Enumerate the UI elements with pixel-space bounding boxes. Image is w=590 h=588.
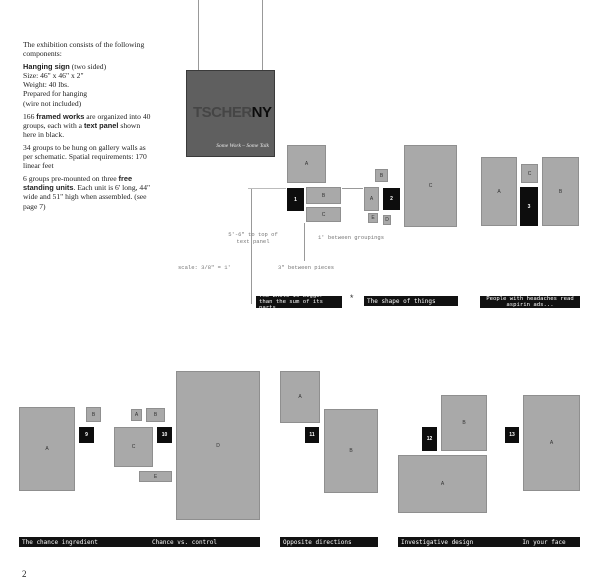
framed-rest-1: are xyxy=(86,111,96,121)
text-panel-3: 3 xyxy=(520,187,538,226)
page-number: 2 xyxy=(22,569,27,579)
sign-heading: Hanging sign xyxy=(23,62,70,72)
sign-heading-note: (two sided) xyxy=(71,62,107,72)
height-note: 5'-6" to top of text panel xyxy=(228,231,278,245)
text-panel-10: 10 xyxy=(157,427,172,443)
sign-size: Size: 46" x 46" x 2" xyxy=(23,71,84,81)
framed-works-spec xyxy=(23,112,153,139)
text-panel-2: 2 xyxy=(383,188,400,210)
text-panel-bold: text panel xyxy=(83,120,119,130)
artwork-9a: A xyxy=(19,407,75,491)
sign-weight: Weight: 40 lbs. xyxy=(23,80,70,90)
artwork-10a: A xyxy=(131,409,142,421)
sign-wire-right xyxy=(262,0,263,70)
text-panel-12: 12 xyxy=(422,427,437,451)
artwork-1a: A xyxy=(287,145,326,183)
scale-note: scale: 3/8" = 1' xyxy=(178,264,231,271)
artwork-2c: C xyxy=(404,145,457,227)
sign-spec xyxy=(23,62,153,107)
premount-rest: . Each unit is 6' long, 44" wide and 51" high when assembled. (see page 7) xyxy=(23,183,151,211)
hanging-sign xyxy=(186,70,275,157)
text-panel-1: 1 xyxy=(287,188,304,211)
caption-shape-of-things: The shape of things xyxy=(364,296,458,306)
caption-headaches: People with headaches read aspirin ads... xyxy=(480,296,580,308)
height-dimension-line xyxy=(251,188,252,304)
logo-light: TSCHER xyxy=(193,104,252,121)
framed-count: 166 xyxy=(23,111,35,121)
sign-wire: (wire not included) xyxy=(23,98,82,108)
hung-groups-text: 34 groups to be hung on gallery walls as per schematic. Spatial requirements: 170 linear feet xyxy=(23,142,147,171)
caption-chance-ingredient: The chance ingredient xyxy=(19,537,109,547)
artwork-12b: B xyxy=(441,395,487,451)
caption-investigative-design: Investigative design xyxy=(398,537,508,547)
caption-whole-bigger: The whole is bigger than the sum of its parts xyxy=(256,296,342,308)
text-panel-9: 9 xyxy=(79,427,94,443)
artwork-10b-small: B xyxy=(146,408,165,422)
grouping-dimension-line xyxy=(342,188,363,189)
artwork-11a: A xyxy=(280,371,320,423)
artwork-13a: A xyxy=(523,395,580,491)
artwork-10c: C xyxy=(114,427,153,467)
star-marker: * xyxy=(349,294,355,304)
pieces-dimension-line xyxy=(304,223,305,261)
text-panel-11: 11 xyxy=(305,427,319,443)
text-panel-13: 13 xyxy=(505,427,519,443)
between-pieces-note: 3" between pieces xyxy=(278,264,335,271)
artwork-9b: B xyxy=(86,407,101,422)
intro-text: The exhibition consists of the following components: xyxy=(23,40,145,59)
artwork-2e: E xyxy=(368,213,378,223)
sign-prep: Prepared for hanging xyxy=(23,89,88,99)
sign-tagline: Some Work – Some Talk xyxy=(216,143,269,149)
height-dimension-tick xyxy=(248,188,286,189)
sign-logo xyxy=(193,104,272,121)
caption-in-your-face: In your face xyxy=(508,537,580,547)
artwork-1b: B xyxy=(306,187,341,204)
premount-spec xyxy=(23,174,153,210)
artwork-3a: A xyxy=(481,157,517,226)
artwork-2d: D xyxy=(383,215,391,225)
framed-rest-3: shown here in black. xyxy=(23,120,141,139)
caption-chance-vs-control: Chance vs. control xyxy=(109,537,260,547)
framed-works-bold: framed works xyxy=(36,111,85,121)
artwork-12a: A xyxy=(398,455,487,513)
exhibition-description xyxy=(23,40,153,215)
artwork-2b: B xyxy=(375,169,388,182)
artwork-11b: B xyxy=(324,409,378,493)
framed-rest-2: organized into 40 groups, each with a xyxy=(23,111,151,130)
artwork-10d: D xyxy=(176,371,260,520)
artwork-10e: E xyxy=(139,471,172,482)
free-units-bold: free standing units xyxy=(23,174,133,193)
artwork-2a: A xyxy=(364,187,379,211)
between-groupings-note: 1' between groupings xyxy=(318,234,385,241)
sign-wire-left xyxy=(198,0,199,70)
artwork-1c: C xyxy=(306,207,341,222)
premount-text: 6 groups pre-mounted on three xyxy=(23,174,117,184)
caption-opposite-directions: Opposite directions xyxy=(280,537,378,547)
artwork-3b: B xyxy=(542,157,579,226)
artwork-3c: C xyxy=(521,164,538,183)
logo-dark: NY xyxy=(251,104,272,121)
